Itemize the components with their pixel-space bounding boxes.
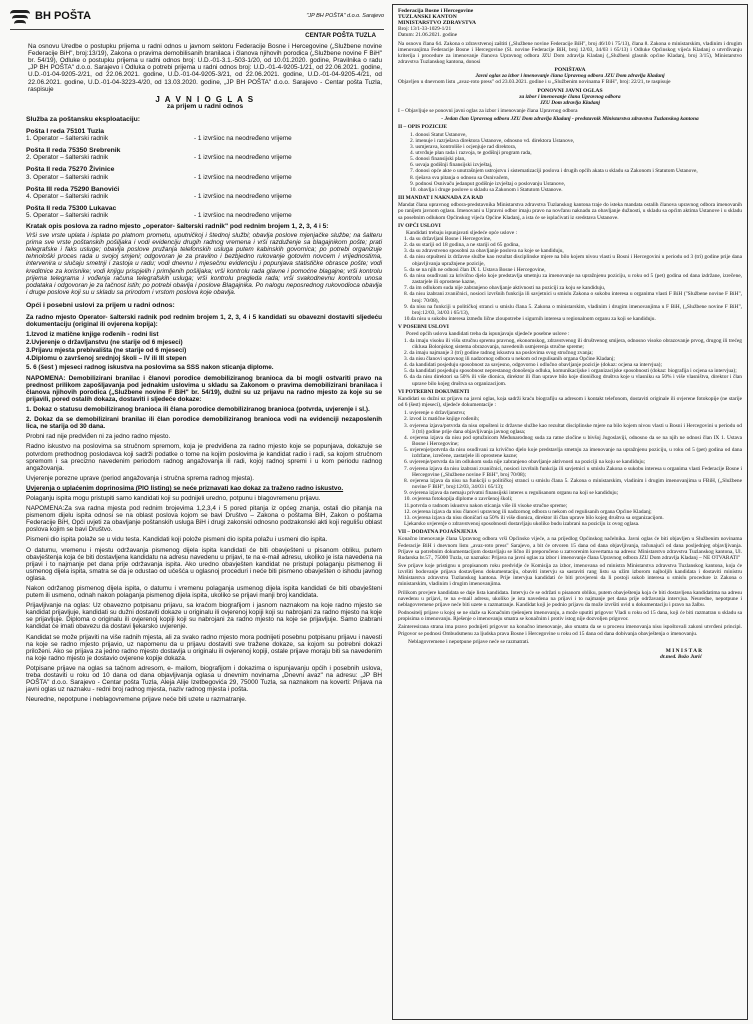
- section-7-text: Konačno imenovanje člana Upravnog odbora vrši Općinsko vijeće, a na prijedlog Općinskog načelnika. Javni oglas će biti objavljen u Službenim novinama Federacije BiH i dnevnom listu „avaz-roto press" Sarajevo, a bit će otvoren 15 dana od dana objavljivanja, računajući od dana posljednjeg objavljivanja. Prijave sa potrebnim dokumentacijom dostavljaju se lično ili preporučeno u zatvorenim kovertama na adresu: Ministarstvo zdravstva Tuzlanskog kantona, Ul. Rudarska br.57., 75000 Tuzla, uz naznaku: Prijava na javni oglas za izbor i imenovanje člana Upravnog odbora JZU Dom zdravlja Kladanj – NE OTVARATI": [398, 536, 742, 561]
- apply-text: Prijavljivanje na oglas: Uz obavezno potpisanu prijavu, sa kraćom biografijom i jasnom naznakom na koje radno mjesto se kandidat prijavljuje, kandidati su dužni dostaviti dokaze u originalu ili ovjerenoj kopiji koji su nabrojani za radno mjesto na koje se prijavljuje. Diploma o originalu ili ovjerenoj kopiji koji su nabrojani za radno mjesto na koje se prijavljuje. Samo izabrani kandidat će imati obavezu da dostavi ljekarsko uvjerenje.: [26, 602, 382, 631]
- bh-posta-ad: [6, 4, 388, 1020]
- post-item: [26, 147, 382, 161]
- position-label: 4. Operator – šalterski radnik: [26, 192, 109, 200]
- position-label: 3. Operator – šalterski radnik: [26, 173, 109, 181]
- list-item: 3. ovjerena izjava/potvrda da nisu otpušteni iz državne službe kao rezultat disciplinske mjere na bilo kojem nivou vlasti u Bosni i Hercegovini u periodu od 3 (tri) godine prije dana objavljivanja javnog oglasa;: [404, 422, 742, 435]
- list-item: 2. imenuje i razrješava direktora Ustanove, odnosno vd. direktora Ustanove,: [410, 137, 575, 144]
- post-name: Pošta II reda 75270 Živinice: [26, 166, 115, 174]
- section-5-intro: Pored općih uslova kandidati treba da ispunjavaju sljedeće posebne uslove :: [406, 331, 570, 338]
- list-item: 3. da nisu članovi upravnog ili nadzornog odbora u nekom od regulisanih organa Općine Kladanj;: [404, 355, 615, 362]
- list-item: 1. da imaju visoku ili višu stručnu spremu pravnog, ekonomskog, zdravstvenog ili društvenog smijera, odnosno visoko obrazovanje prvog, drugog ili trećeg ciklusa Bolonjskog sistema obrazovanja, navedenih usmjerenja stručne spreme;: [404, 337, 742, 350]
- list-item: 4. utvrđuje plan rada i razvoja, te godišnji program rada,: [410, 149, 532, 156]
- position-count: - 1 izvršioc na neodređeno vrijeme: [194, 135, 292, 143]
- decision-heading: PONIŠTAVA: [554, 67, 586, 74]
- list-item: 11.potvrda o radnom iskustvu nakon sticanja više ili visoke stručne spreme;: [404, 502, 568, 509]
- post-name: Pošta II reda 75350 Srebrenik: [26, 147, 121, 155]
- list-item: 10.da nisu u sukobu interesa između lične zloupotrebe i sigurnih interesa u regionalnom organu za koji se kandiduju.: [404, 316, 656, 323]
- final-text: Neuredne, nepotpune i neblagovremene prijave neće biti uzete u razmatranje.: [26, 696, 247, 704]
- section-2-list: [398, 132, 742, 194]
- list-item: 6. usvaja godišnji finansijski izvještaj,: [410, 162, 493, 169]
- list-item: 5. donosi finansijski plan,: [410, 156, 466, 163]
- list-item: 2. da su stariji od 18 godina, a ne stariji od 65 godina,: [404, 242, 520, 249]
- exam-oral: Nakon održanog pismenog dijela ispita, o datumu i vremenu polaganja usmenog dijela ispita kandidati će biti obavješteni putem ili usmeno, odnah nakon polaganja pismenog dijela ispita, ukoliko se prijavi manji broj kandidata.: [26, 585, 382, 600]
- list-item: 1. da su državljani Bosne i Hercegovine,: [404, 236, 492, 242]
- note-veterans: NAPOMENA: Demobilizirani branilac i članovi porodice demobiliziranog branioca da bi mogli ostvariti pravo na prednost prilikom zapošljavanja pod jednakim uslovima u skladu sa Zakonom o pravima demobilizirani branilaca i članova njihovih porodica („Službene novine F BiH" br. 54/19), dužni su uz prijavu na radno mjesto za koje su se prijavili, pored ostalih dokaza, dostaviti i sljedeće dokaze:: [26, 374, 382, 403]
- reference-number: Broj: 13/1-33-1029-1/21: [398, 26, 452, 33]
- pio-note: Uvjerenja o uplaćenim doprinosima (PIO listing) se neće priznavati kao dokaz za traženo radno iskustvo.: [26, 484, 344, 492]
- section-1: I – Objavljuje se ponovni javni oglas za izbor i imenovanje člana Upravnog odbora: [398, 108, 578, 115]
- list-item: 8. rješava sva pitanja o odnosu sa Osnivačem,: [410, 174, 509, 181]
- header-bar: [10, 4, 384, 30]
- post-name: Pošta III reda 75290 Banovići: [26, 185, 120, 193]
- section-7-text: Prilikom provjere kandidata se daje lista kandidata. Intervju će se održati u pisanom obliku, putem obavještenja koja će biti dostavljena kandidatima na adresu navedenu u prijavi, te na e-mail adresu, ukoliko je ista navedena na prijavi i to najmanje pet dana prije održavanja intervjua. Neuredne, nepotpune i neblagovremene prijave neće biti uzete u razmatranje. Kandidat koji je podnio prijavu da može izvršiti uvid u dokumentaciju i pravo na žalbu.: [398, 589, 742, 608]
- list-item: 2.Uvjerenje o državljanstvu (ne starije od 6 mjeseci): [26, 339, 183, 347]
- list-item: 1. donosi Statut Ustanove,: [410, 131, 467, 138]
- experience-text-2: Uvjerenje porezne uprave (period angažovanja i stručna sprema radnog mjesta).: [26, 474, 255, 482]
- list-item: 10. ovjerena fotokopija diplome o završenoj školi;: [404, 496, 513, 503]
- position-label: 5. Operator – šalterski radnik: [26, 211, 109, 219]
- issuer-line: MINISTARSTVO ZDRAVSTVA: [398, 20, 477, 27]
- list-item: 6. da da nisu direktori sa 50% ili više dionica, direktor ili član uprave bilo koje dioničkog društva koje u vlasniku sa 50% i više vlasništva, direktor i član uprave bilo kojeg društva sa organizacijom.: [404, 374, 742, 387]
- issuer-line: Federacija Bosne i Hercegovine: [398, 8, 474, 14]
- section-5-list: [398, 338, 742, 387]
- list-item: 8. ovjerena izjava da nisu na funkciji u političkoj stranci u smislu člana 5. Zakona o ministarskim, vladinim i drugim imenovanjima u FBiH, („Službene novine F BiH", broj:12/03, 34/03 i 65/13);: [404, 477, 742, 491]
- exam-intro: Polaganju ispita mogu pristupiti samo kandidati koji su podnijeli uredno, potpunu i blagovremenu prijavu.: [26, 494, 321, 502]
- reference-date: Datum: 21.06.2021. godine: [398, 32, 458, 39]
- list-item: 5. da se na njih ne odnosi član IX 1. Ustava Bosne i Hercegovine,: [404, 266, 546, 273]
- experience-text: Radno iskustvo na poslovima sa stručnom spremom, koja je predviđena za radno mjesto koje se popunjava, dokazuje se potvrdom prethodnog poslodavca koji sadrži podatke o tome na kojim poslovima je kandidat radio i radi, sa kojom stručnom spremom i sa precizno navedenim periodom radnog angažovanja ili radi, kojoj radnoj spremi i u kom periodu radnog angažovanja.: [26, 443, 382, 472]
- docs-list: [26, 331, 382, 370]
- list-item: 2. da imaju najmanje 3 (tri) godine radnog iskustva na poslovima svog stručnog zvanja;: [404, 349, 593, 356]
- list-item: 1. Dokaz o statusu demobiliziranog branioca ili člana porodice demobiliziranog branioca (potvrda, uvjerenje i sl.).: [26, 406, 370, 414]
- position-label: 1. Operator – šalterski radnik: [26, 135, 109, 143]
- position-count: - 1 izvršioc na neodređeno vrijeme: [194, 192, 292, 200]
- list-item: 4. ovjerena izjava da nisu pod optužnicom Međunarodnog suda za ratne zločine u bivšoj Jugoslaviji, odnosno da se na njih ne odnosi član IX 1. Ustava Bosne i Hercegovine;: [404, 434, 742, 447]
- list-item: 5. 6 (šest ) mjeseci radnog iskustva na poslovima sa SSS nakon sticanja diplome.: [26, 363, 274, 371]
- ministry-ad: [392, 4, 748, 1020]
- list-item: 6. uvjerenje/potvrda da im odlukom suda nije zabranjeno obavljanje aktivnosti na poziciji na koju se kandiduju;: [404, 459, 646, 466]
- page-subtitle: za prijem u radni odnos: [166, 102, 244, 110]
- section-6-list: [398, 410, 742, 527]
- section-5-heading: V POSEBNI USLOVI: [398, 324, 449, 331]
- post-item: [26, 128, 382, 142]
- exam-note: NAPOMENA:Za sva radna mjesta pod rednim brojevima 1,2,3,4 i 5 pored pitanja iz općeg znanja, ostali dio pitanja na pismenom dijelu ispita odnosi se na oblast poslova kojom se bavi Društvo – Zakona o poštama BiH, Zakon o poštama Federacije BiH, Opći uvjeti za obavljanje poštanskih usluga BiH i drugi zakonski odnosno podzakonski akti koji regulišu oblast poslova kojim se bavi Društvo.: [26, 505, 382, 534]
- list-item: 4.Diplomu o završenoj srednjoj školi – IV ili III stepen: [26, 355, 187, 363]
- list-item: 4. da nisu otpušteni iz državne službe kao rezultat disciplinske mjere na bilo kojem nivou vlasti u Bosni i Hercegovini u periodu od 3 (tri) godine prije dana objavljivanja upražnjene pozicije,: [404, 254, 742, 267]
- center-label: CENTAR POŠTA TUZLA: [305, 32, 376, 39]
- intro-text: Na osnovu Uredbe o postupku prijema u radni odnos u javnom sektoru Federacije Bosne i Hercegovine („Službene novine Federacije BiH", broj:13/19), Zakona o pravima demobilisanih branilaca i članova njihovih porodica („Službene novine F BiH" br. 54/19), Odluke o postupku prijema u radni odnos broj: U.D.-01-3.1.-503-1/20, od 10.01.2020. godine, Pravilnika o radu „JP BH POŠTA" d.o.o. Sarajevo i Odluka o potrebi prijema u radni odnos broj: U.D.-01-4-9205-1/21, od 22.06.2021. godine, U.D.-01-04-9205-2/21, od 22.06.2021. godine, U.D.-01-04-9205-3/21, od 22.06.2021. godine, U.D.-01-04-9205-4/21, od 22.06.2021. godine, U.D.-01-04-3223-4/20, od 13.03.2020. godine, „JP BH POŠTA" d.o.o. Sarajevo - Centar pošta Tuzla, raspisuje: [28, 43, 382, 93]
- section-3-heading: III MANDAT I NAKNADA ZA RAD: [398, 195, 484, 202]
- post-item: [26, 166, 382, 180]
- docs-heading: Za radno mjesto Operator- šalterski radnik pod rednim brojem 1, 2, 3, 4 i 5 kandidati su obavezni dostaviti sljedeću dokumentaciju (original ili ovjerena kopija):: [26, 314, 382, 329]
- list-item: 7. da im odlukom suda nije zabranjeno obavljanje aktivnosti na poziciji za koju se kandiduju,: [404, 285, 606, 292]
- header-address: "JP BH POŠTA" d.o.o. Sarajevo: [306, 12, 384, 19]
- signature-name: dr.med. Božo Jurić: [660, 654, 702, 660]
- exam-written: Pismeni dio ispita polaže se u vidu testa. Kandidati koji polože pismeni dio ispita polažu i usmeni dio ispita.: [26, 536, 328, 544]
- position-count: - 1 izvršioc na neodređeno vrijeme: [194, 211, 292, 219]
- section-7-text: Zainteresirana strana ima pravo podnijeti prigovor na konačno imenovanje, ako smatra da se u procesu imenovanja nisu ispoštovali zakoni utvrđeni principi. Prigovor se podnosi Ombudsmenu za ljudska prava Bosne i Hercegovine u roku od 15 dana od dana dobivanja obavještenja o imenovanju.: [398, 624, 742, 637]
- general-heading: Opći i posebni uslovi za prijem u radni odnos:: [26, 301, 175, 309]
- post-name: Pošta II reda 75300 Lukavac: [26, 204, 117, 212]
- cancel-center: Javni oglas za izbor i imenovanje člana Upravnog odbora JZU Dom zdravlja Kladanj: [475, 73, 665, 80]
- list-item: 3.Prijavu mjesta prebivališta (ne starije od 6 mjeseci): [26, 347, 187, 355]
- jobs-heading: Kratak opis poslova za radno mjesto „operator- šalterski radnik" pod rednim brojem 1, 2, 3, 4 i 5:: [26, 222, 329, 230]
- repeat-subtitle: za izbor i imenovanje člana Upravnog odbora: [519, 93, 621, 100]
- position-count: - 1 izvršioc na neodređeno vrijeme: [194, 154, 292, 162]
- list-item: 1.Izvod iz matične knjige rođenih - rodni list: [26, 331, 159, 339]
- multi-apply-text: Kandidat se može prijaviti na više radnih mjesta, ali za svako radno mjesto mora podnijeti posebnu potpisanu prijavu i navesti na koje se radno mjesto prijavio, uz napomenu da u prijavu dostaviti sve tražene dokaze, sa kojom su potrebni dokazi priloženi. Ako se prijava za jedno radno mjesto dostavlja u originalu ili ovjerenoj kopiji, ostale prijave moraju biti sa navedenim na koje radno mjesto je dostavio ovjerene kopije dokaza.: [26, 633, 382, 662]
- page-title: J A V N I O G L A S: [155, 94, 255, 104]
- list-item: 13. ovjerena izjava da nisu dioničari sa 50% ili više dionica, direktor ili član uprave bilo kojeg društva sa organizacijom.: [404, 514, 664, 521]
- section-4-heading: IV OPĆI USLOVI: [398, 222, 441, 229]
- post-name: Pošta I reda 75101 Tuzla: [26, 128, 105, 136]
- section-7-heading: VII – DODATNA POJAŠNJENJA: [398, 529, 478, 536]
- list-item: 7. donosi opće akte o unutrašnjem ustrojstvu i sistematizaciji poslova i drugih općih akata u skladu sa Zakonom i Statutom Ustanove,: [410, 168, 698, 175]
- section-6-heading: VI POTREBNI DOKUMENTI: [398, 388, 470, 395]
- list-item: 3. usmjerava, kontroliše i ocjenjuje rad direktora,: [410, 143, 517, 150]
- bh-posta-logo-icon: [10, 8, 32, 26]
- list-item: 2. Dokaz da se demobilizirani branilac ili član porodice demobiliziranog branioca vodi na evidenciji nezaposlenih lica, ne starija od 30 dana.: [26, 416, 382, 431]
- cancel-text: Objavljen u dnevnom listu „avaz-roto press" od 23.03.2021. godine i u „Službenim novinama F BiH", broj: 22/21, te raspisuje: [398, 79, 671, 86]
- post-item: [26, 186, 382, 200]
- repeat-title: PONOVNI JAVNI OGLAS: [537, 87, 603, 94]
- list-item: 9. podnosi Osnivaču jedanput godišnje izvještaj o poslovanju Ustanove,: [410, 180, 566, 187]
- section-3-text: Mandat člana upravnog odbora-predstavnika Ministarstva zdravstva Tuzlanskog kantona traje do isteka mandata ostalih članova upravnog odbora imenovanih po ranijem javnom oglasu. Imenovani u Upravni odbor imaju pravo na novčanu naknadu za obavljanje dužnosti, u skladu sa općim aktima Ustanove i u skladu sa posebnim odlukom Općinskog vijeća Općine Kladanj, a ista će se isplaćivati iz sredstava Ustanove.: [398, 202, 742, 221]
- section-6-intro: Kandidati su dužni uz prijavu na javni oglas, koja sadrži kraću biografiju sa adresom i kontakt telefonom, dostaviti originale ili ovjerene fotokopije (ne starije od 6 (šest) mjeseci), sljedeće dokumentacije :: [398, 395, 742, 409]
- section-7-text: Podnositelj prijave u kojoj se ne slaže sa Konačnim rješenjem imenovanju, a može uputiti prigovor Vladi u roku od 15 dana, koji će biti razmatran u skladu sa propisima o imenovanju. Rješenje o imenovanju smatra se konačnim i protiv istog nije dozvoljen prigovor.: [398, 610, 742, 623]
- issuer-line: TUZLANSKI KANTON: [398, 14, 457, 21]
- exam-info: O datumu, vremenu i mjestu održavanja pismenog dijela ispita kandidati će biti obavješteni u pisanom obliku, putem obavještenja koja će biti dostavljena kandidatu na adresu navedenu u prijavi, te na e-mail adresu, ukoliko je ista navedena na prijavi i to najmanje pet dana prije održavanja ispita. Ako uredno obavješten kandidat ne pristupi polaganju pismenog ili usmenog dijela ispita, smatra se da je odustao od učešća u oglasnoj proceduri i neće biti pismeno obavješten o ishodu javnog oglasa.: [26, 546, 382, 582]
- post-item: [26, 205, 382, 219]
- list-item: 9. da nisu na funkciji u političkoj stranci u smislu člana 5. Zakona o ministarskim, vladinim i drugim imenovanjima u F BiH, („Službene novine F BiH", broj:12/03, 34/03 i 65/13),: [404, 303, 742, 316]
- section-1-item: - Jedan član Upravnog odbora JZU Dom zdravlja Kladanj - predstavnik Ministarstva zdravstva Tuzlanskog kantona: [441, 116, 699, 123]
- logo-text: BH POŠTA: [35, 9, 92, 22]
- jobs-text: Vrši sve vrste uplata i isplata po platnom prometu, uputničkoj i štednoj službi; obavlja poslove mjenjačke službe; na šalteru prima sve vrste poštanskih pošiljaka i vodi evidenciju drugih radnog vremena i vrši razduženje sa blagajnikom pošte; prati telegrafske i faks usluge; obavlja poslove pružanja telefonskih usluga putem kabinskih govornica; po potrebi organizuje tehnološki proces rada u svojoj smjeni; odgovoran je za pravilno i bezbjedno rukovanje gotovim novcem i vrijednostima, intervenira u slučaju smetnji i zastoja u radu; vodi dnevnu i mjesečnu evidenciju i popunjava statističke obrasce pošte; vodi kreditnice za korisnike; vodi knjigu prispjelih i primljenih pošiljaka; vrši kontrolu rada glavne i pomoćne blagajne; vrši kontrolu prijema telegrama i vođenja računa telegrafskih usluga; vrši kontrolu pregleda rada; vrši svakodnevnu kontrolu unosa podataka i odgovoran je za tačnost istih; po potrebi obavlja i poslove Blagajnika. Po nalogu neposrednog rukovodioca obavlja i druge poslove koji su u skladu sa prirodom i vrstom poslova koje obavlja.: [26, 232, 382, 296]
- list-item: 5. da kandidati posjeduju sposobnost neprestanog donošenja odluka, komunikacijske i organizacijske sposobnosti (dokaz: biografija i ocjena sa intervjua);: [404, 368, 737, 375]
- intro-text: Na osnovu člana 64. Zakona o zdravstvenoj zaštiti („Službene novine Federacije BiH", broj 46/10 i 75/13), člana 8. Zakona o ministarskim, vladinim i drugim imenovanjima Federacije Bosne i Hercegovine (Sl. novine Federacije BiH, broj 12/03, 34/03 i 65/13) i Odluke Općinskog vijeća Kladanj o utvrđivanju kriterija i procedure za imenovanje članova Upravnog odbora JZU Dom zdravlja Kladanj („Službeni glasnik općine Kladanj, broj 3/15), Ministarstvo zdravstva Tuzlanskog kantona, donosi: [398, 40, 742, 66]
- probation-text: Probni rad nije predviđen ni za jedno radno mjesto.: [26, 433, 171, 441]
- repeat-subtitle: JZU Dom zdravlja Kladanj: [539, 99, 601, 106]
- position-label: 2. Operator – šalterski radnik: [26, 154, 109, 162]
- list-item: 10. obavlja i druge poslove u skladu sa Zakonom i Statutom Ustanove.: [410, 186, 563, 193]
- list-item: 7. ovjerena izjava da nisu izabrani zvaničnici, nosioci izvršnih funkcija ili savjetnici u smislu Zakona o sukobu interesa u organima vlasti Federacije Bosne i Hercegovine („Službene novine F BiH", broj 70/08);: [404, 465, 742, 478]
- section-4-list: [398, 236, 742, 322]
- section-7-text: Sve prijave koje pristignu u propisanom roku predvidje će Komisija za izbor, imenovana od ministra Ministarstva zdravstva Tuzlanskog kantona, koja će izvršiti bodovanje prijava dostavljenu dokumentaciju, obaviti intervju sa sastaviti rang listu sa užim izborom najboljih kandidata i dostaviti ministru Ministarstva zdravstva Tuzlanskog kantona. Prije intervjua kandidati će biti provjereni da li postoji sukob interesa u smislu procedure iz Zakona o ministarskim, vladinim i drugim imenovanjima.: [398, 562, 742, 588]
- section-4-intro: Kandidati trebaju ispunjavati sljedeće opće uslove :: [406, 229, 518, 236]
- section-2-heading: II – OPIS POZICIJE: [398, 124, 447, 131]
- list-item: 6. da nisu osuđivani za krivično djelo koje predstavlja smetnju za imenovanje na upražnjenu poziciju, u roku od 5 (pet) godina od dana izdržane, izrečene, zastarjele ili oprostene kazne,: [404, 272, 742, 286]
- final-text: Neblagovremene i nepotpune prijave neće se razmatrati.: [408, 638, 530, 645]
- list-item: Ljekarsko uvjerenje o zdravstvenoj sposobnosti dostavljaju ukoliko budu izabrani na poziciju iz ovog oglasa.: [404, 521, 640, 528]
- list-item: 8. da nisu izabrani zvaničnici, nosioci izvršnih funkcija ili savjetnici u smislu Zakona o sukobu interesa u organima vlasti F BiH ("Službene novine F BiH", broj: 70/08),: [404, 291, 742, 304]
- list-item: 4. da kandidati posjeduju sposobnost za savjesno, odgovorno i odlučno obavljanje pozicije (dokaz: ocjena sa intervjua);: [404, 362, 662, 369]
- list-item: 9. ovjerena izjava da nemaju privatni finansijski interes u regulisanom organu na koji se kandiduju;: [404, 490, 619, 497]
- service-heading: Služba za poštansku eksploataciju:: [26, 115, 141, 123]
- list-item: 3. da su zdravstveno sposobni za obavljanje poslova na koje se kandiduju,: [404, 248, 564, 255]
- list-item: 5. uvjerenje/potvrda da nisu osuđivani za krivično djelo koje predstavlja smetnju za imenovanje na upražnjenu poziciju, u roku od 5 (pet) godina od dana izdržane, izrečene, zastarjele ili oprostene kazne;: [404, 447, 742, 460]
- list-item: 12. ovjerena izjava da nisu članovi upravnog ili nadzornog odbora u nekom od regulisanih organa Općine Kladanj;: [404, 508, 652, 515]
- signature-title: M I N I S T A R: [665, 647, 702, 654]
- list-item: 1. uvjerenje o državljanstvu;: [404, 410, 466, 417]
- submit-text: Potpisane prijave na oglas sa tačnom adresom, e- mailom, biografijom i dokazima o ispunjavanju općih i posebnih uslova, treba dostaviti u roku od 10 dana od dana objavljivanja oglasa u dnevnim novinama „Dnevni avaz" na adresu: „JP BH POŠTA" d.o.o. Sarajevo - Centar pošta Tuzla, Aleja Alije Izetbegovića 29, 75000 Tuzla, sa naznakom na koverti: Prijava na javni oglas uz naznaku - redni broj radnog mjesta, naziv radnog mjesta i pošta.: [26, 664, 382, 694]
- position-count: - 1 izvršioc na neodređeno vrijeme: [194, 173, 292, 181]
- list-item: 2. izvod iz matične knjige rođenih;: [404, 416, 480, 423]
